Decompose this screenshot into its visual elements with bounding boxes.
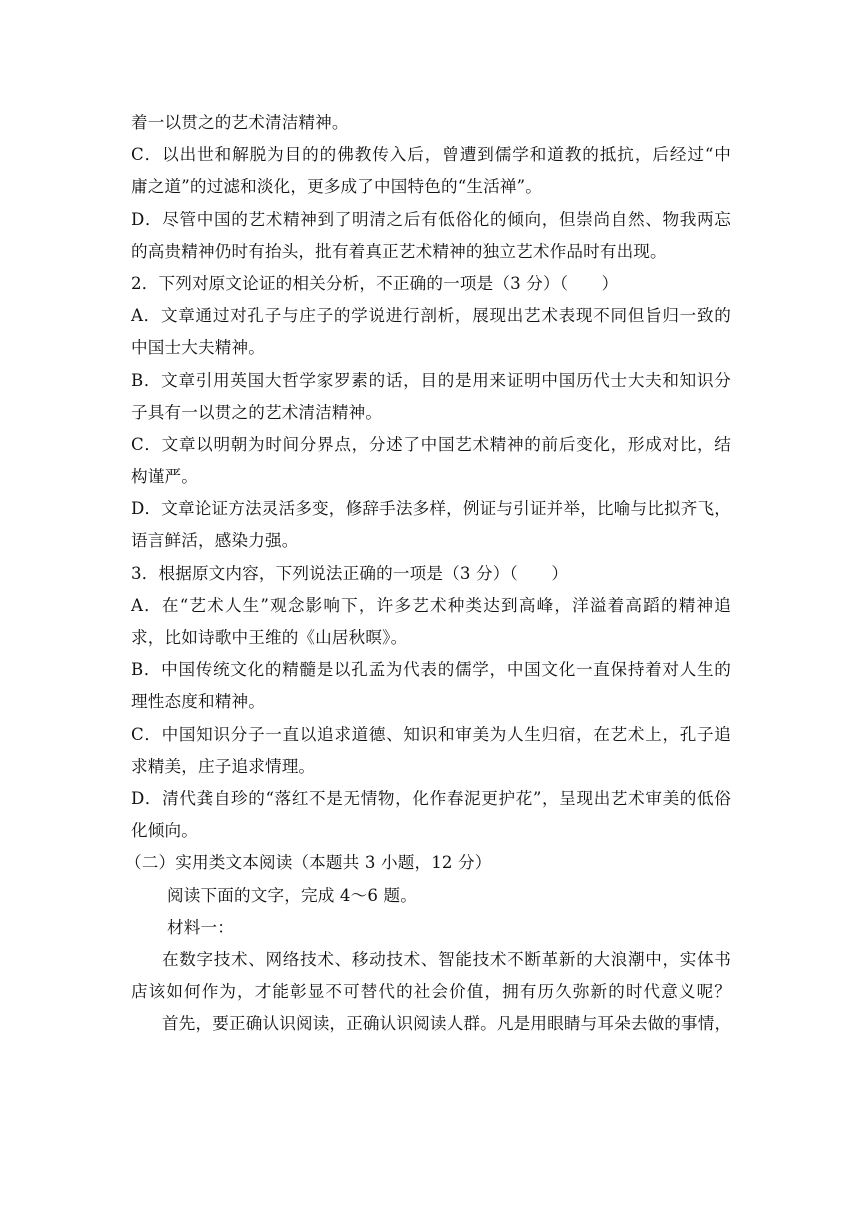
option-c-line: C．以出世和解脱为目的的佛教传入后，曾遭到儒学和道教的抵抗，后经过“中 bbox=[131, 145, 731, 165]
text-line: 语言鲜活，感染力强。 bbox=[131, 531, 299, 551]
text-line: 庸之道”的过滤和淡化，更多成了中国特色的“生活禅”。 bbox=[131, 177, 543, 197]
option-b-line: B．文章引用英国大哲学家罗素的话，目的是用来证明中国历代士大夫和知识分 bbox=[131, 370, 731, 390]
text-line: 子具有一以贯之的艺术清洁精神。 bbox=[131, 402, 383, 422]
option-d-line: D．文章论证方法灵活多变，修辞手法多样，例证与引证并举，比喻与比拟齐飞， bbox=[131, 499, 731, 519]
paragraph-line: 店该如何作为，才能彰显不可替代的社会价值，拥有历久弥新的时代意义呢？ bbox=[131, 982, 731, 1002]
section-heading: （二）实用类文本阅读（本题共 3 小题，12 分） bbox=[125, 853, 492, 873]
option-a-line: A．文章通过对孔子与庄子的学说进行剖析，展现出艺术表现不同但旨归一致的 bbox=[131, 306, 731, 326]
option-a-line: A．在“艺术人生”观念影响下，许多艺术种类达到高峰，洋溢着高蹈的精神追 bbox=[131, 595, 731, 615]
text-line: 的高贵精神仍时有抬头，批有着真正艺术精神的独立艺术作品时有出现。 bbox=[131, 241, 667, 261]
question-2: 2．下列对原文论证的相关分析，不正确的一项是（3 分）（ ） bbox=[131, 273, 619, 293]
paragraph-line: 首先，要正确认识阅读，正确认识阅读人群。凡是用眼睛与耳朵去做的事情， bbox=[162, 1014, 732, 1034]
text-line: 构谨严。 bbox=[131, 467, 198, 487]
option-c-line: C．中国知识分子一直以追求道德、知识和审美为人生归宿，在艺术上，孔子追 bbox=[131, 724, 731, 744]
text-line: 中国士大夫精神。 bbox=[131, 338, 265, 358]
option-d-line: D．尽管中国的艺术精神到了明清之后有低俗化的倾向，但崇尚自然、物我两忘 bbox=[131, 209, 731, 229]
text-line: 化倾向。 bbox=[131, 821, 198, 841]
material-heading: 材料一： bbox=[167, 917, 234, 937]
option-c-line: C．文章以明朝为时间分界点，分述了中国艺术精神的前后变化，形成对比，结 bbox=[131, 434, 731, 454]
text-line: 理性态度和精神。 bbox=[131, 692, 265, 712]
paragraph-line: 在数字技术、网络技术、移动技术、智能技术不断革新的大浪潮中，实体书 bbox=[162, 949, 731, 969]
text-line: 求精美，庄子追求情理。 bbox=[131, 756, 316, 776]
text-line: 着一以贯之的艺术清洁精神。 bbox=[131, 113, 349, 132]
question-3: 3．根据原文内容，下列说法正确的一项是（3 分）（ ） bbox=[131, 563, 569, 583]
instruction-line: 阅读下面的文字，完成 4～6 题。 bbox=[167, 885, 417, 905]
option-d-line: D．清代龚自珍的“落红不是无情物，化作春泥更护花”，呈现出艺术审美的低俗 bbox=[131, 788, 731, 808]
option-b-line: B．中国传统文化的精髓是以孔孟为代表的儒学，中国文化一直保持着对人生的 bbox=[131, 660, 731, 680]
text-line: 求，比如诗歌中王维的《山居秋暝》。 bbox=[131, 628, 408, 647]
document-page bbox=[125, 107, 732, 1040]
